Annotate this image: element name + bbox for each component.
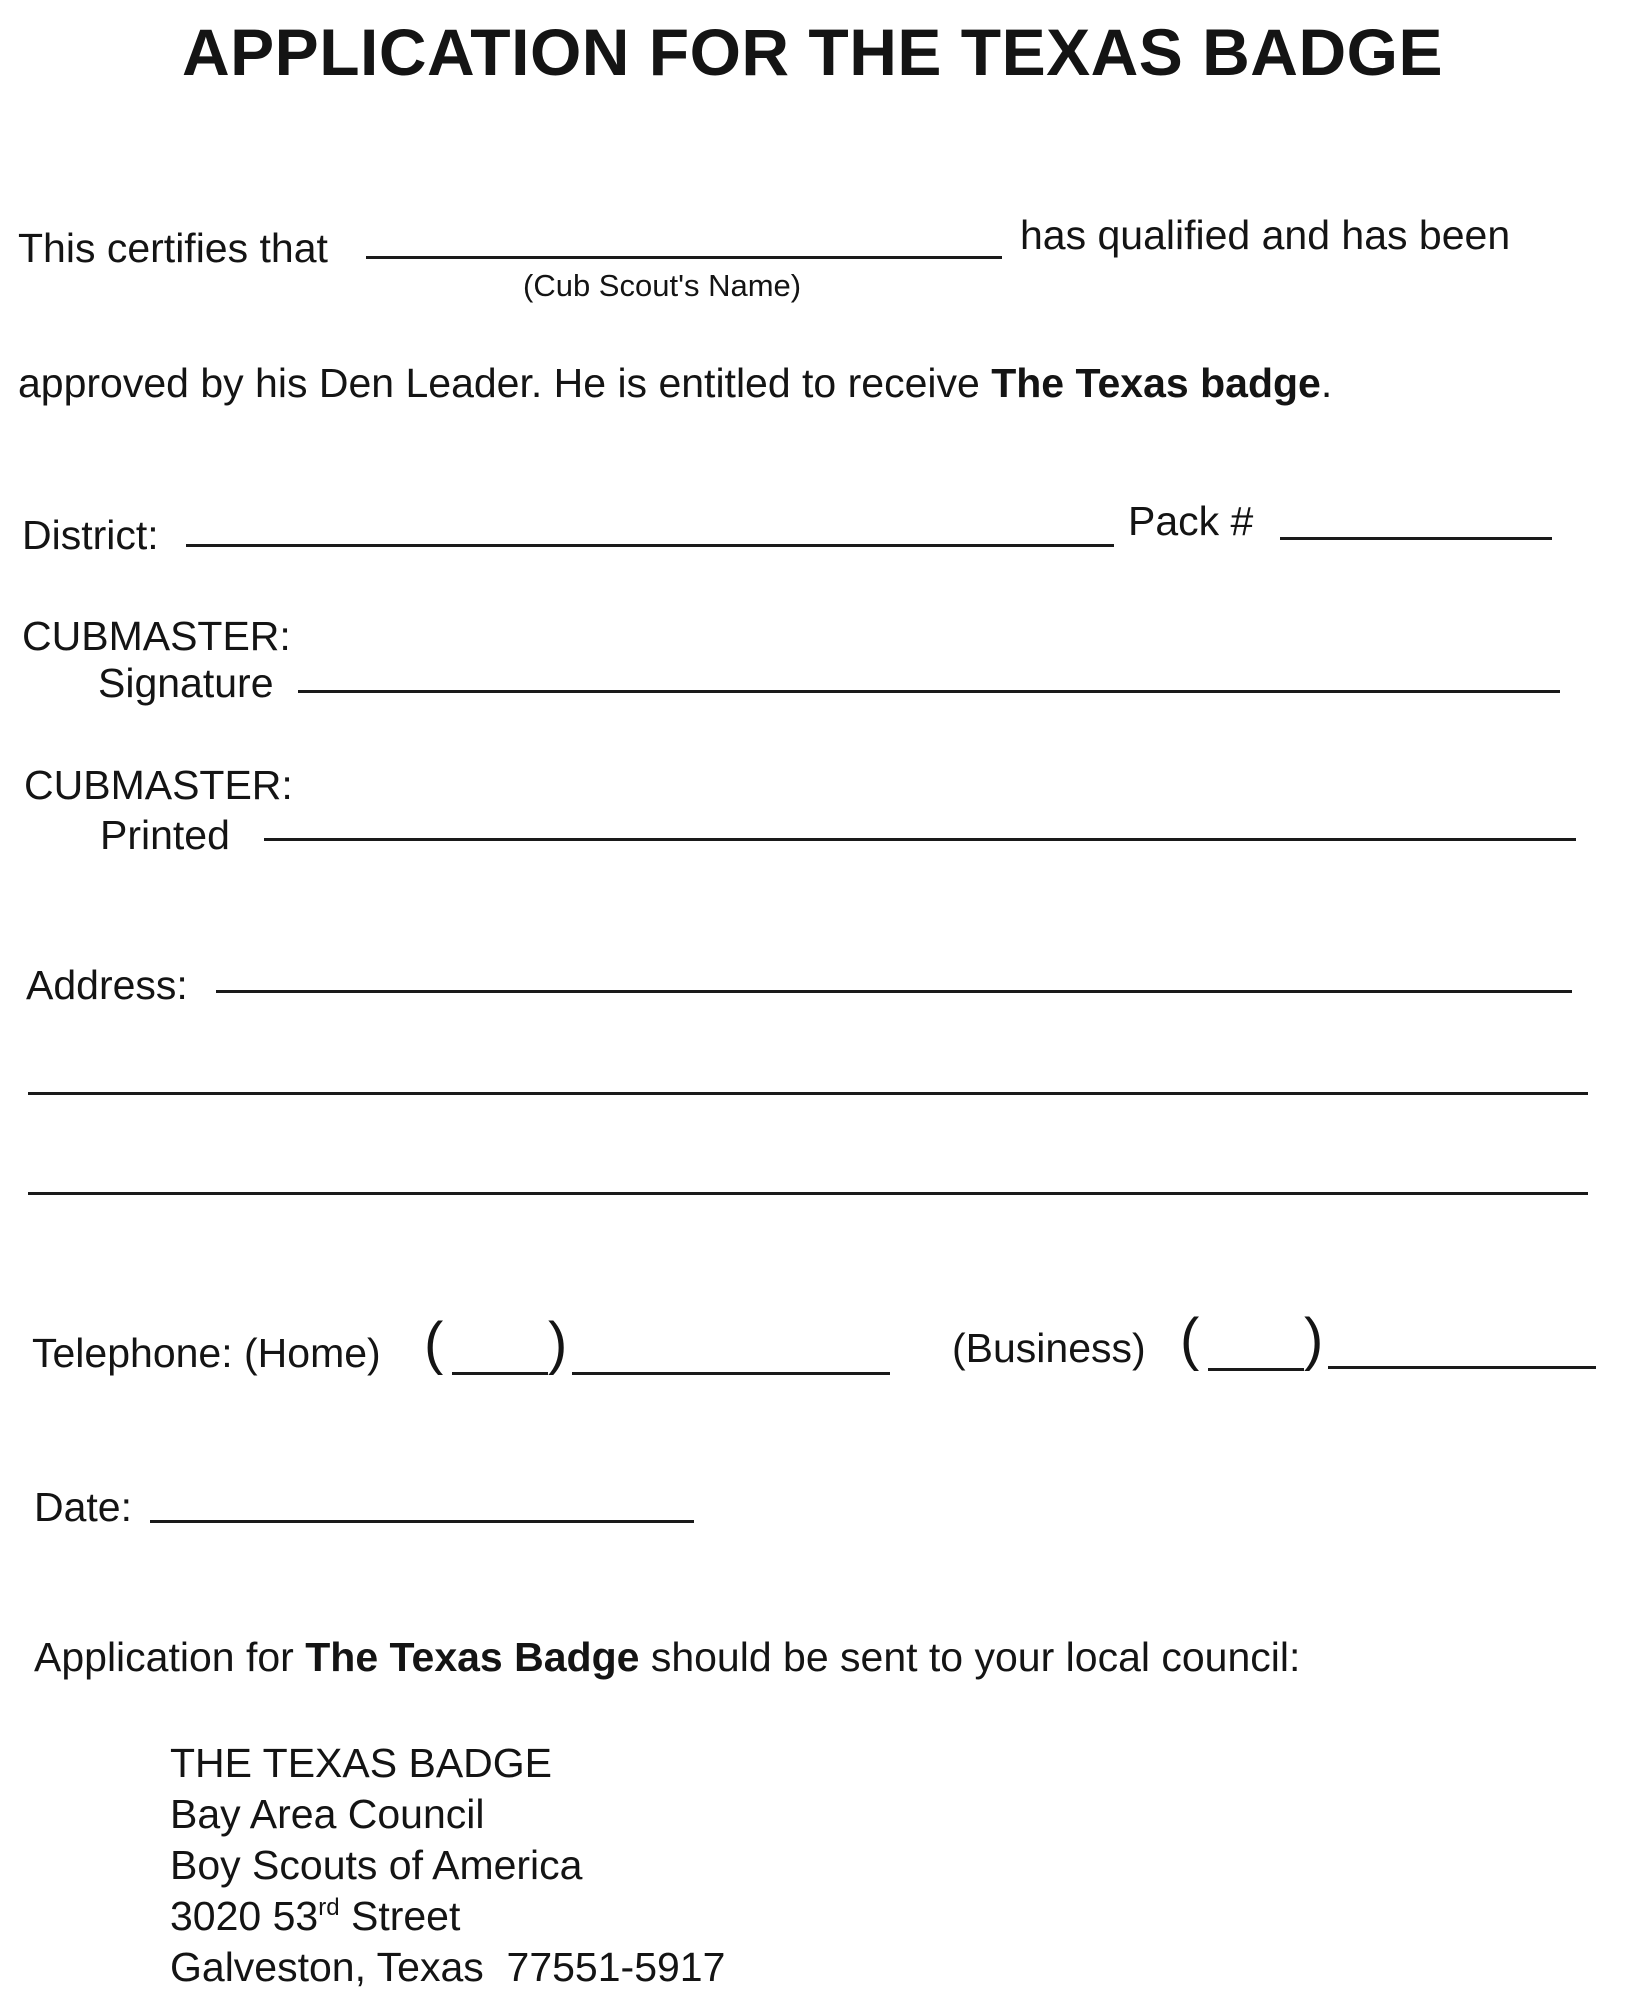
district-field[interactable] xyxy=(186,544,1114,547)
cubmaster-label-printed: CUBMASTER: xyxy=(24,762,293,808)
telephone-home-label: Telephone: (Home) xyxy=(32,1330,381,1376)
pack-number-field[interactable] xyxy=(1280,537,1552,540)
cubmaster-label-signature: CUBMASTER: xyxy=(22,613,291,659)
address-line-1: THE TEXAS BADGE xyxy=(170,1740,553,1786)
footer-instruction xyxy=(34,1634,1300,1681)
address-line-4 xyxy=(170,1891,725,1942)
footer-badge-name: The Texas Badge xyxy=(305,1634,640,1680)
page-title: APPLICATION FOR THE TEXAS BADGE xyxy=(182,15,1443,89)
business-area-code-field[interactable] xyxy=(1208,1368,1304,1371)
home-area-code-field[interactable] xyxy=(452,1372,548,1375)
certify-prefix: This certifies that xyxy=(18,225,328,271)
footer-prefix: Application for xyxy=(34,1634,294,1680)
district-label: District: xyxy=(22,512,159,558)
certify-suffix: has qualified and has been xyxy=(1020,212,1511,258)
home-area-code-close-paren: ) xyxy=(548,1311,568,1376)
cubmaster-printed-name-field[interactable] xyxy=(264,838,1576,841)
signature-label: Signature xyxy=(98,660,274,706)
pack-label: Pack # xyxy=(1128,498,1254,544)
cubmaster-signature-field[interactable] xyxy=(298,690,1560,693)
date-label: Date: xyxy=(34,1484,132,1530)
certify-line2-end: . xyxy=(1320,360,1333,406)
home-phone-field[interactable] xyxy=(572,1372,890,1375)
cub-scout-name-field[interactable] xyxy=(366,256,1002,259)
business-phone-field[interactable] xyxy=(1328,1366,1596,1369)
address-line-3: Boy Scouts of America xyxy=(170,1842,583,1888)
ordinal-suffix: rd xyxy=(318,1894,340,1921)
home-area-code-open-paren: ( xyxy=(424,1311,444,1376)
certify-line2-text: approved by his Den Leader. He is entitled to receive xyxy=(18,360,980,406)
badge-name: The Texas badge xyxy=(991,360,1321,406)
address-line-2: Bay Area Council xyxy=(170,1791,485,1837)
business-area-code-close-paren: ) xyxy=(1304,1307,1324,1372)
mailing-address xyxy=(170,1738,725,1993)
address-field-line-3[interactable] xyxy=(28,1192,1588,1195)
cub-scout-name-hint: (Cub Scout's Name) xyxy=(523,268,802,303)
telephone-business-label: (Business) xyxy=(952,1325,1146,1371)
printed-label: Printed xyxy=(100,812,230,858)
footer-suffix: should be sent to your local council: xyxy=(650,1634,1301,1680)
address-field-line-2[interactable] xyxy=(28,1092,1588,1095)
date-field[interactable] xyxy=(150,1520,694,1523)
address-label: Address: xyxy=(26,962,188,1008)
address-field-line-1[interactable] xyxy=(216,990,1572,993)
business-area-code-open-paren: ( xyxy=(1180,1307,1200,1372)
street-number: 3020 53 xyxy=(170,1893,319,1939)
address-line-5: Galveston, Texas 77551-5917 xyxy=(170,1944,726,1990)
certify-line-2 xyxy=(18,360,1332,407)
street-name: Street xyxy=(350,1893,461,1939)
